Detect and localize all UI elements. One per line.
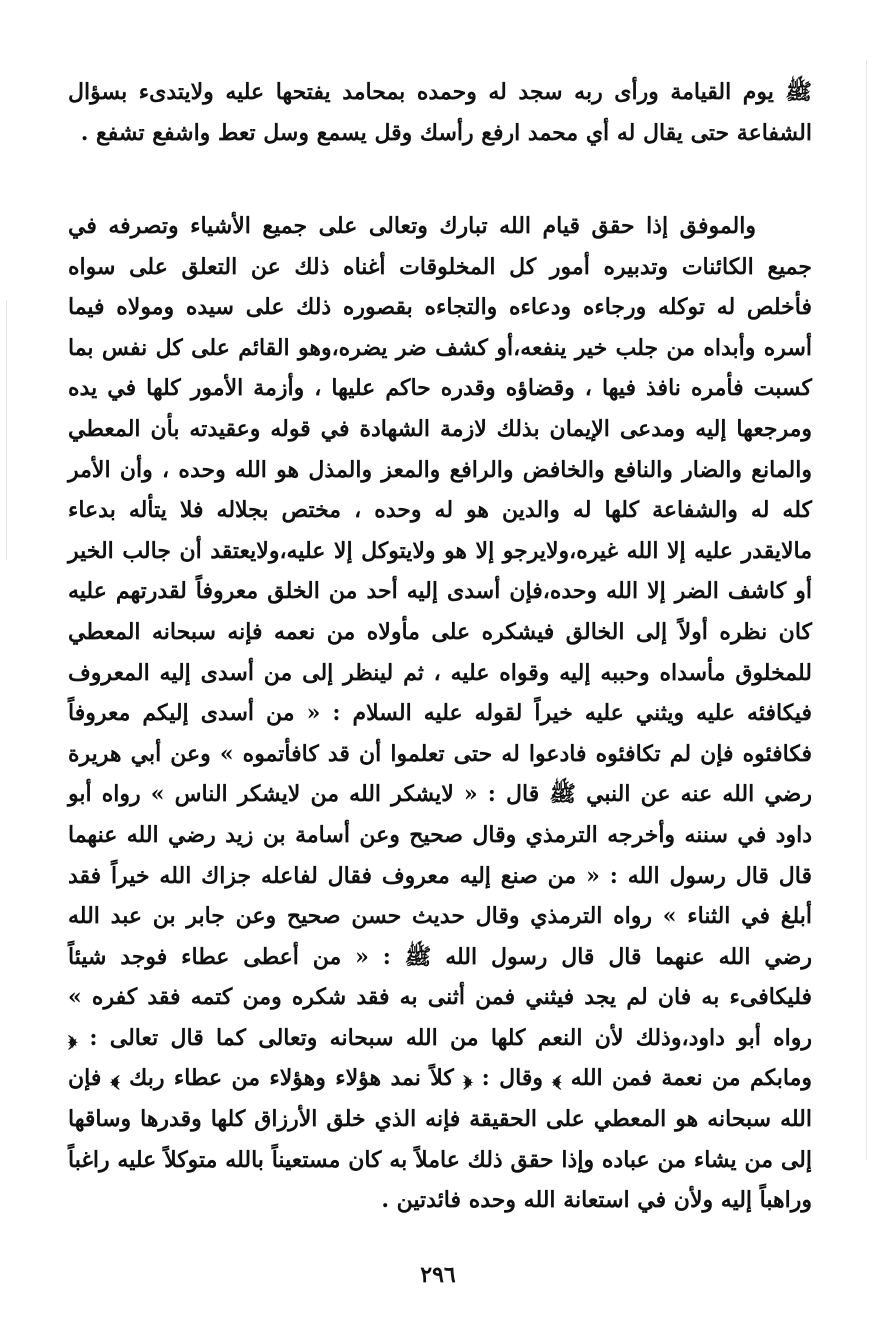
left-margin-mark	[6, 300, 7, 560]
paragraph-opening: ﷺ يوم القيامة ورأى ربه سجد له وحمده بمحامد يفتحها عليه ولايتدىء بسؤال الشفاعة حتى يقال له أي محمد ارفع رأسك وقل يسمع وسل تعط واشفع تشفع .	[68, 79, 812, 146]
right-margin-mark	[866, 60, 867, 1160]
paragraph-main: والموفق إذا حقق قيام الله تبارك وتعالى على جميع الأشياء وتصرفه في جميع الكائنات وتدبيره أمور كل المخلوقات أغناه ذلك عن التعلق على سواه فأخلص له توكله ورجاءه ودعاءه والتجاءه بقصوره ذلك على سيده ومولاه فيما أسره وأبداه من جلب خير ينفعه،أو كشف ضر يضره،وهو القائم على كل نفس بما كسبت فأمره نافذ فيها ، وقضاؤه وقدره حاكم عليها ، وأزمة الأمور كلها في يده ومرجعها إليه ومدعى الإيمان بذلك لازمة الشهادة في قوله وعقيدته بأن المعطي والمانع والضار والنافع والخافض والرافع والمعز والمذل هو الله وحده ، وأن الأمر كله له والشفاعة كلها له والدين هو له وحده ، مختص بجلاله فلا يتأله بدعاء مالايقدر عليه إلا الله غيره،ولايرجو إلا هو ولايتوكل إلا عليه،ولايعتقد أن جالب الخير أو كاشف الضر إلا الله وحده،فإن أسدى إليه أحد من الخلق معروفاً لقدرتهم عليه كان نظره أولاً إلى الخالق فيشكره على مأولاه من نعمه فإنه سبحانه المعطي للمخلوق مأسداه وحببه إليه وقواه عليه ، ثم لينظر إلى من أسدى إليه المعروف فيكافئه عليه ويثني عليه خيراً لقوله عليه السلام : « من أسدى إليكم معروفاً فكافئوه فإن لم تكافئوه فادعوا له حتى تعلموا أن قد كافأتموه » وعن أبي هريرة رضي الله عنه عن النبي ﷺ قال : « لايشكر الله من لايشكر الناس » رواه أبو داود في سننه وأخرجه الترمذي وقال صحيح وعن أسامة بن زيد رضي الله عنهما قال قال رسول الله : « من صنع إليه معروف فقال لفاعله جزاك الله خيراً فقد أبلغ في الثناء » رواه الترمذي وقال حديث حسن صحيح وعن جابر بن عبد الله رضي الله عنهما قال قال رسول الله ﷺ : « من أعطى عطاء فوجد شيئاً فليكافىء به فان لم يجد فيثني فمن أثنى به فقد شكره ومن كتمه فقد كفره » رواه أبو داود،وذلك لأن النعم كلها من الله سبحانه وتعالى كما قال تعالى : ﴿ ومابكم من نعمة فمن الله ﴾ وقال : ﴿ كلاً نمد هؤلاء وهؤلاء من عطاء ربك ﴾ فإن الله سبحانه هو المعطي على الحقيقة فإنه الذي خلق الأرزاق كلها وقدرها وساقها إلى من يشاء من عباده وإذا حقق ذلك عاملاً به كان مستعيناً بالله متوكلاً عليه راغباً وراهباً إليه ولأن في استعانة الله وحده فائدتين .	[68, 213, 812, 1214]
page-number: ٢٩٦	[420, 1262, 456, 1288]
